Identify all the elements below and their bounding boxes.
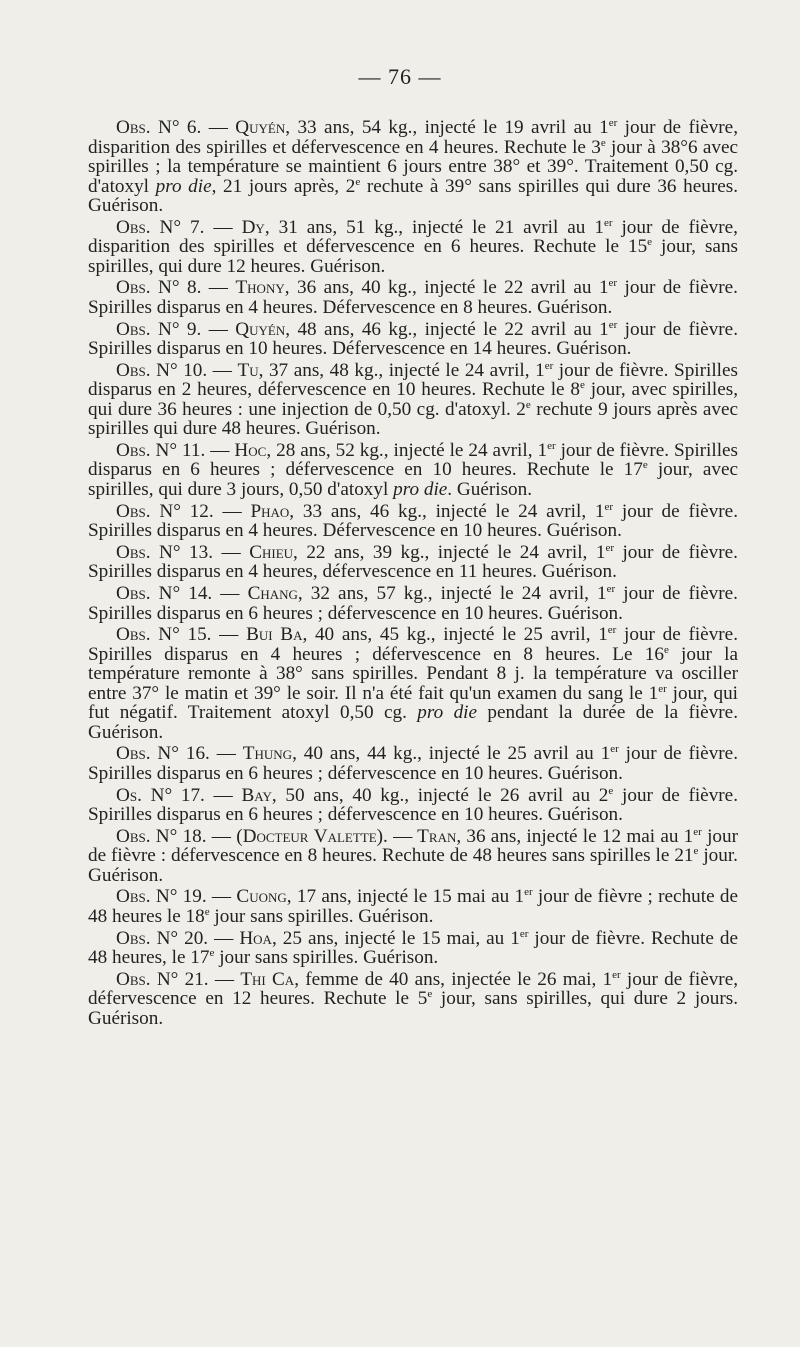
observation-text: 32 ans, 57 kg., injecté le 24 avril, 1er jour de fièvre. Spirilles disparus en 6 heures ; défervescence en 10 heures. Guérison. xyxy=(88,583,738,624)
observation-text: 50 ans, 40 kg., injecté le 26 avril au 2e jour de fièvre. Spirilles disparus en 6 heures ; défervescence en 10 heures. Guérison. xyxy=(88,784,738,826)
observation-paragraph xyxy=(88,970,738,1029)
observation-text: 48 ans, 46 kg., injecté le 22 avril au 1er jour de fièvre. Spirilles disparus en 10 heures. Défervescence en 14 heures. Guérison. xyxy=(88,318,738,360)
observation-text: 31 ans, 51 kg., injecté le 21 avril au 1er jour de fièvre, disparition des spirilles et défervescence en 6 heures. Rechute le 15e jour, sans spirilles, qui dure 12 heures. Guérison. xyxy=(88,216,739,277)
observation-text: 25 ans, injecté le 15 mai, au 1er jour de fièvre. Rechute de 48 heures, le 17e jour sans spirilles. Guérison. xyxy=(88,927,738,969)
observation-paragraph xyxy=(88,218,738,277)
observation-label: Obs. N° 13. — xyxy=(116,541,241,563)
observation-paragraph xyxy=(88,584,738,623)
observation-paragraph xyxy=(88,320,738,359)
observation-paragraph xyxy=(88,441,738,500)
observation-label: Obs. N° 12. — xyxy=(116,500,242,522)
observation-text: 22 ans, 39 kg., injecté le 24 avril, 1er jour de fièvre. Spirilles disparus en 4 heures, défervescence en 11 heures. Guérison. xyxy=(88,541,738,583)
observation-paragraph xyxy=(88,887,738,926)
observation-text: 17 ans, injecté le 15 mai au 1er jour de fièvre ; rechute de 48 heures le 18e jour sans spirilles. Guérison. xyxy=(88,886,738,927)
observation-paragraph xyxy=(88,625,738,742)
observation-label: Obs. N° 16. — xyxy=(116,743,236,765)
observation-text: 33 ans, 46 kg., injecté le 24 avril, 1er jour de fièvre. Spirilles disparus en 4 heures. Défervescence en 10 heures. Guérison. xyxy=(88,500,738,542)
observation-label: Obs. N° 6. — xyxy=(116,117,228,138)
observation-label: Obs. N° 14. — xyxy=(116,583,240,604)
patient-name: Thony, xyxy=(235,277,290,299)
observation-text: 36 ans, 40 kg., injecté le 22 avril au 1er jour de fièvre. Spirilles disparus en 4 heures. Défervescence en 8 heures. Guérison. xyxy=(88,277,738,318)
observation-text: femme de 40 ans, injectée le 26 mai, 1er jour de fièvre, défervescence en 12 heures. Rechute le 5e jour, sans spirilles, qui dure 2 jours. Guérison. xyxy=(88,968,739,1029)
observation-label: Obs. N° 15. — xyxy=(116,624,239,646)
page-number: — 76 — xyxy=(358,64,442,89)
observation-paragraph xyxy=(88,118,738,216)
patient-name: Thung, xyxy=(242,743,297,765)
observation-paragraph xyxy=(88,827,738,886)
observation-text: 28 ans, 52 kg., injecté le 24 avril, 1er jour de fièvre. Spirilles disparus en 6 heures ; défervescence en 10 heures. Rechute le 17e jour, avec spirilles, qui dure 3 jours, 0,50 d'atoxyl pro die. Guérison. xyxy=(88,439,739,500)
observation-label: Obs. N° 20. — xyxy=(116,927,234,949)
observation-text: 33 ans, 54 kg., injecté le 19 avril au 1er jour de fièvre, disparition des spirilles et défervescence en 4 heures. Rechute le 3e jour à 38°6 avec spirilles ; la température se maintient 6 jours entre 38° et 39°. Traitement 0,50 cg. d'atoxyl pro die, 21 jours après, 2e rechute à 39° sans spirilles qui dure 36 heures. Guérison. xyxy=(88,117,739,216)
patient-name: Quyén, xyxy=(235,117,291,138)
observation-label: Obs. N° 10. — xyxy=(116,359,232,381)
observations-body xyxy=(88,118,738,1031)
patient-name: Dy, xyxy=(241,216,270,238)
observation-label: Obs. N° 11. — xyxy=(116,439,230,461)
patient-name: Quyén, xyxy=(235,318,291,340)
patient-name: Valette). — Tran, xyxy=(313,825,462,847)
observation-paragraph xyxy=(88,278,738,317)
observation-paragraph xyxy=(88,543,738,582)
observation-paragraph xyxy=(88,744,738,783)
patient-name: Chang, xyxy=(247,583,303,604)
observation-label: Obs. N° 21. — xyxy=(116,968,235,990)
observation-label: Obs. N° 19. — xyxy=(116,886,232,908)
patient-name: Thi Ca, xyxy=(240,968,299,990)
observation-text: 40 ans, 45 kg., injecté le 25 avril, 1er jour de fièvre. Spirilles disparus en 4 heures ; défervescence en 8 heures. Le 16e jour la température remonte à 38° sans spirilles. Pendant 8 j. la température va osciller entre 37° le matin et 39° le soir. Il n'a été fait qu'un examen du sang le 1er jour, qui fut négatif. Traitement atoxyl 0,50 cg. pro die pendant la durée de la fièvre. Guérison. xyxy=(88,624,738,743)
observation-label: Obs. N° 18. — (Docteur xyxy=(116,825,309,847)
patient-name: Cuong, xyxy=(236,886,292,908)
observation-paragraph xyxy=(88,502,738,541)
patient-name: Hoa, xyxy=(239,927,277,949)
patient-name: Bui Ba, xyxy=(246,624,308,646)
observation-label: Os. N° 17. — xyxy=(116,784,233,806)
observation-paragraph xyxy=(88,786,738,825)
observation-text: 37 ans, 48 kg., injecté le 24 avril, 1er jour de fièvre. Spirilles disparus en 2 heures, défervescence en 10 heures. Rechute le 8e jour, avec spirilles, qui dure 36 heures : une injection de 0,50 cg. d'atoxyl. 2e rechute 9 jours après avec spirilles qui dure 48 heures. Guérison. xyxy=(88,359,738,440)
observation-label: Obs. N° 8. — xyxy=(116,277,228,299)
patient-name: Chieu, xyxy=(249,541,298,563)
observation-text: 36 ans, injecté le 12 mai au 1er jour de fièvre : défervescence en 8 heures. Rechute de 48 heures sans spirilles le 21e jour. Guérison. xyxy=(88,825,738,886)
patient-name: Tu, xyxy=(237,359,264,381)
patient-name: Hoc, xyxy=(234,439,272,461)
patient-name: Bay, xyxy=(241,784,277,806)
observation-label: Obs. N° 9. — xyxy=(116,318,228,340)
observation-text: 40 ans, 44 kg., injecté le 25 avril au 1er jour de fièvre. Spirilles disparus en 6 heures ; défervescence en 10 heures. Guérison. xyxy=(88,743,738,784)
observation-paragraph xyxy=(88,361,738,439)
patient-name: Phao, xyxy=(250,500,295,522)
observation-label: Obs. N° 7. — xyxy=(116,216,233,238)
observation-paragraph xyxy=(88,929,738,968)
